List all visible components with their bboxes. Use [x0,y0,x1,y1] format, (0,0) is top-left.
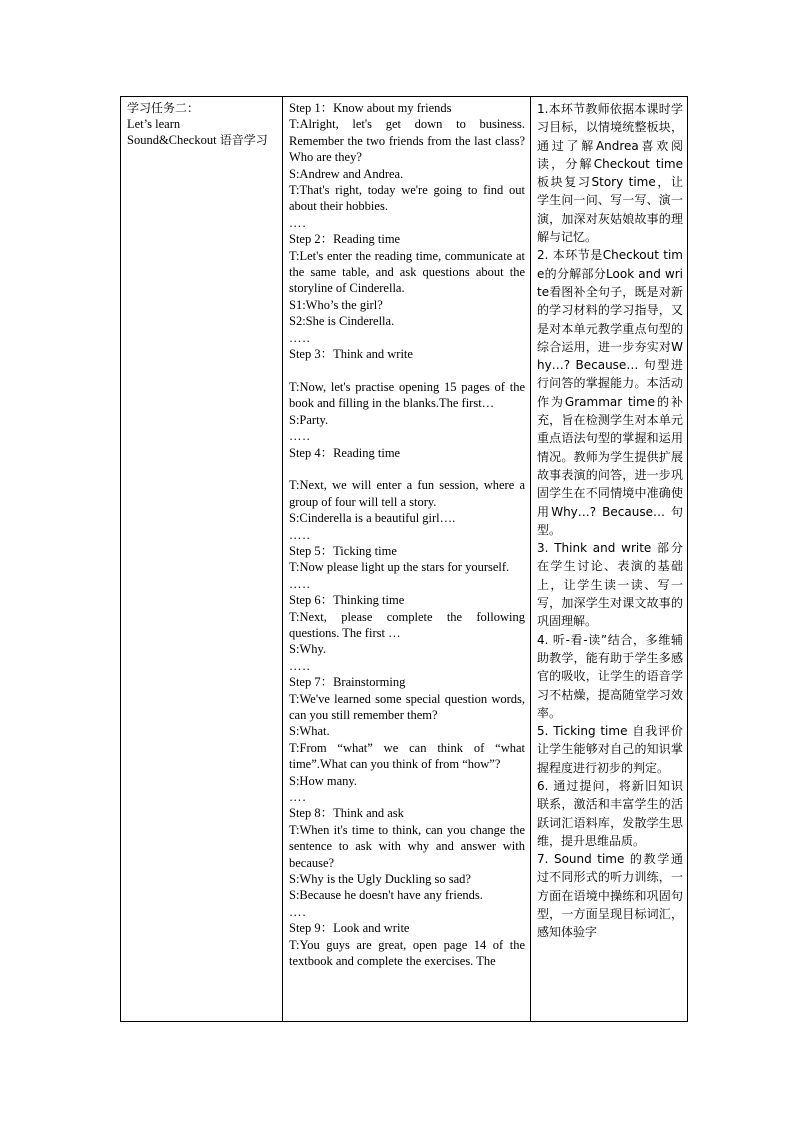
ellipsis-line: ….. [289,429,311,444]
step-title: Step 3：Think and write [289,347,413,362]
ellipsis-line: …. [289,904,307,919]
dialogue-line: S:Party. [289,412,329,427]
dialogue-line: T:That's right, today we're going to find out about their hobbies. [289,183,525,214]
ellipsis-line: …. [289,790,307,805]
design-notes-cell [531,97,687,1021]
spacer [289,461,525,477]
dialogue-line: T:When it's time to think, can you change the sentence to ask with why and answer with because? [289,822,525,870]
design-note: 3. Think and write 部分在学生讨论、表演的基础上，让学生读一读、写一写，加深学生对课文故事的巩固理解。 [537,541,683,629]
dialogue-line: S2:She is Cinderella. [289,314,395,329]
dialogue-line: S:Because he doesn't have any friends. [289,888,483,903]
dialogue-line: S:Cinderella is a beautiful girl…. [289,511,456,526]
ellipsis-line: ….. [289,658,311,673]
step-title: Step 2：Reading time [289,232,401,247]
design-note: 1.本环节教师依据本课时学习目标，以情境统整板块，通过了解Andrea喜欢阅读，分解Checkout time板块复习Story time，让学生问一问、写一写、演一演，加深对灰姑娘故事的理解与记忆。 [537,102,683,245]
dialogue-line: T:We've learned some special question words, can you still remember them? [289,691,525,722]
step-title: Step 4：Reading time [289,445,401,460]
step-title: Step 1：Know about my friends [289,101,452,115]
ellipsis-line: …. [289,215,307,230]
ellipsis-line: ….. [289,330,311,345]
step-title: Step 8：Think and ask [289,806,404,821]
dialogue-line: S:What. [289,724,330,739]
design-note: 4. 听-看-读”结合，多维辅助教学，能有助于学生多感官的吸收，让学生的语音学习不枯燥，提高随堂学习效率。 [537,632,683,720]
design-note: 6. 通过提问，将新旧知识联系，激活和丰富学生的活跃词汇语料库，发散学生思维，提升思维品质。 [537,778,683,848]
ellipsis-line: ….. [289,527,311,542]
design-note: 7. Sound time 的教学通过不同形式的听力训练，一方面在语境中操练和巩固句型，一方面呈现目标词汇，感知体验字 [537,852,683,940]
dialogue-line: T:Alright, let's get down to business. Remember the two friends from the last class? Who are they? [289,117,525,165]
objective-cn: 语音学习 [219,133,268,147]
objective-line: Sound&Checkout 语音学习 [127,133,268,147]
ellipsis-line: ….. [289,576,311,591]
dialogue-line: S:Andrew and Andrea. [289,166,404,181]
design-note: 2. 本环节是Checkout time的分解部分Look and write看图补全句子，既是对新的学习材料的学习指导，又是对本单元教学重点句型的综合运用，进一步夯实对Why…? Because… 句型进行问答的掌握能力。本活动作为Grammar time的补充，旨在检测学生对本单元重点语法句型的掌握和运用情况。教师为学生提供扩展故事表演的问答，进一步巩固学生在不同情境中准确使用Why…? Because… 句型。 [537,248,683,537]
objective-cell [121,97,283,1021]
procedure-cell [283,97,531,1021]
dialogue-line: T:Now, let's practise opening 15 pages of the book and filling in the blanks.The first… [289,379,525,411]
objective-line: Let’s learn [127,117,181,131]
step-title: Step 9：Look and write [289,921,410,936]
dialogue-line: S1:Who’s the girl? [289,297,383,312]
lesson-plan-table [120,96,688,1022]
step-title: Step 6：Thinking time [289,593,405,608]
dialogue-line: S:How many. [289,773,357,788]
step-title: Step 5：Ticking time [289,543,397,558]
dialogue-line: T:Next, please complete the following questions. The first … [289,609,525,640]
dialogue-line: T:You guys are great, open page 14 of the textbook and complete the exercises. The [289,937,525,969]
spacer [289,363,525,379]
step-title: Step 7：Brainstorming [289,675,406,690]
dialogue-line: T:Next, we will enter a fun session, where a group of four will tell a story. [289,478,525,509]
dialogue-line: T:Now please light up the stars for yourself. [289,560,510,575]
dialogue-line: S:Why. [289,642,327,657]
dialogue-line: T:Let's enter the reading time, communicate at the same table, and ask questions about the storyline of Cinderella. [289,248,525,296]
task-label: 学习任务二： [127,101,200,115]
dialogue-line: T:From “what” we can think of “what time”.What can you think of from “how”? [289,740,525,772]
dialogue-line: S:Why is the Ugly Duckling so sad? [289,872,471,887]
design-note: 5. Ticking time 自我评价让学生能够对自己的知识掌握程度进行初步的判定。 [537,724,683,775]
